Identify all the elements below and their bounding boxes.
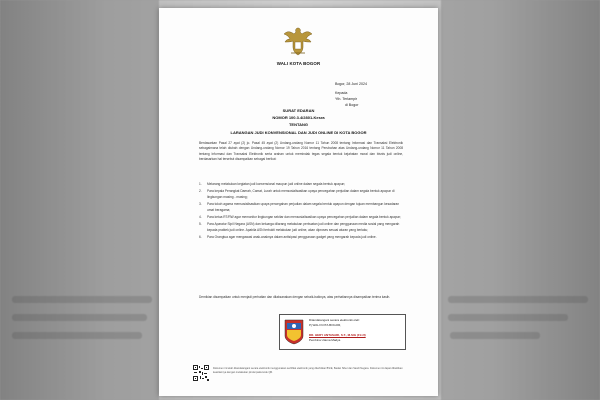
list-item: 6. Para Orangtua agar mengawasi anak-anaknya dalam antisipasi penggunaan gadget yang mengarah kepada judi online. [199, 235, 377, 240]
signature-text [309, 318, 401, 342]
letterhead-title: WALI KOTA BOGOR [276, 61, 321, 66]
footer-note: Dokumen ini telah ditandatangani secara elektronik menggunakan sertifikat elektronik yang diterbitkan BSrE, Badan Siber dan Sandi Negara. Dokumen ini dapat dibuktikan keasliannya dengan melakukan pindai pada kode QR. [213, 367, 403, 374]
electronic-signature-box [279, 314, 406, 350]
signer-rank: Pembina Utama Madya [309, 337, 341, 342]
signed-note: Ditandatangani secara elektronik oleh: [309, 318, 361, 322]
blurred-text-line [12, 314, 147, 321]
document-number: NOMOR 100.3.4/2801-Kesra [272, 115, 325, 120]
blurred-text-line [12, 296, 152, 303]
list-item: 4. Para ketua RT/RW agar memonitor lingkungan sekitar dan mensosialisasikan upaya pencegahan perjudian dalam segala bentuk apapun; [199, 215, 402, 220]
date-address-block [335, 81, 367, 108]
list-item: 3. Para tokoh agama mensosialisasikan upaya pencegahan perjudian dalam segala bentuk apapun dengan tujuan membangun kesadaran umat beragama; [199, 202, 400, 212]
closing-paragraph: Demikian disampaikan untuk menjadi perhatian dan dilaksanakan dengan sebaik-baiknya, atas perhatiannya disampaikan terima kasih. [199, 295, 391, 299]
place-date: Bogor, 28 Juni 2024 [335, 82, 367, 86]
list-item: 1. Melarang melakukan kegiatan judi konvensional maupun judi online dalam segala bentuk apapun; [199, 182, 346, 186]
signer-office: Pj WALI KOTA BOGOR, [309, 322, 342, 327]
signer-name: DR. HERY ANTASARI, S.T., M.SIG (FLUI) [309, 333, 366, 338]
qr-code-icon [193, 365, 209, 381]
about-label: TENTANG [288, 122, 309, 127]
intro-paragraph: Berdasarkan Pasal 27 ayat (2) jo. Pasal 45 ayat (2) Undang-undang Nomor 11 Tahun 2008 tentang Informasi dan Transaksi Elektronik sebagaimana telah diubah dengan Undang-undang Nomor 19 Tahun 2016 tentang Perubahan atas Undang-undang Nomor 11 Tahun 2008 tentang Informasi dan Transaksi Elektronik serta arahan untuk memindak tegas segala bentuk kejahatan moral dan bisnis judi online, berdasarkan hal tersebut disampaikan sebagai berikut: [199, 141, 403, 162]
list-item: 2. Para kepala Perangkat Daerah, Camat, Lurah untuk mensosialisasikan upaya pencegahan perjudian dalam segala bentuk apapun di lingkungan masing - masing; [199, 189, 395, 199]
to-addressee: Yth. Terlampir [335, 97, 358, 101]
city-seal-icon [283, 318, 305, 345]
blurred-text-line [448, 296, 588, 303]
to-location: di Bogor [345, 103, 359, 107]
letter-page [159, 8, 438, 396]
blurred-text-line [450, 332, 540, 339]
blurred-text-line [12, 332, 142, 339]
instruction-list [199, 182, 403, 243]
garuda-emblem-icon [283, 25, 313, 57]
subject-title: LARANGAN JUDI KONVENSIONAL DAN JUDI ONLINE DI KOTA BOGOR [230, 130, 367, 135]
list-item: 5. Para Aparatur Sipil Negara (ASN) dan keluarga dilarang melakukan perbuatan judi online dan penggunaan media sosial yang mengarah kepada praktek judi online. Apabila ASN terbukti melakukan judi online, akan diproses sesuai aturan yang berlaku; [199, 222, 400, 232]
document-type: SURAT EDARAN [282, 108, 315, 113]
to-label: Kepada [335, 91, 348, 95]
blurred-text-line [448, 314, 568, 321]
left-shadow [0, 0, 159, 400]
right-shadow [441, 0, 600, 400]
